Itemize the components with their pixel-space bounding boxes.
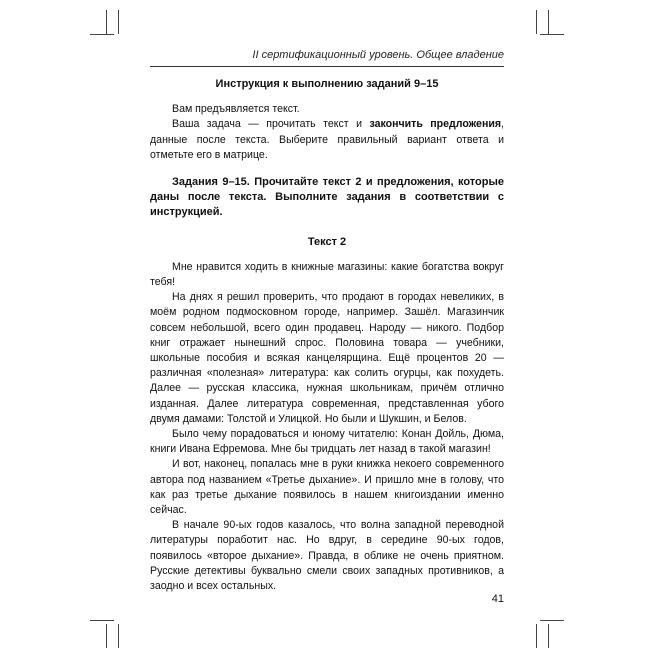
crop-mark xyxy=(536,10,537,34)
crop-mark xyxy=(536,624,537,648)
crop-mark xyxy=(90,34,114,35)
task-statement: Задания 9–15. Прочитайте текст 2 и предложения, которые даны после текста. Выполните задания в соответствии с инструкцией. xyxy=(150,176,504,219)
page-content xyxy=(150,73,504,594)
text-title: Текст 2 xyxy=(307,235,347,248)
instruction-emphasis: закончить предложения xyxy=(369,118,502,131)
instruction-title: Инструкция к выполнению заданий 9–15 xyxy=(215,78,439,90)
text-paragraph: Было чему порадоваться и юному читателю: Конан Дойль, Дюма, книги Ивана Ефремова. Мне бы тридцать лет назад в такой магазин! xyxy=(150,428,504,456)
text-paragraph: И вот, наконец, попалась мне в руки книжка некоего современного автора под названием «Третье дыхание». И пришло мне в голову, что как раз третье дыхание появилось в нашем книгоиздании именно сейчас. xyxy=(150,458,504,517)
instruction-paragraph xyxy=(150,117,504,163)
instruction-paragraph: Вам предъявляется текст. xyxy=(172,103,300,116)
header-rule xyxy=(150,66,504,67)
crop-mark xyxy=(118,624,119,648)
text-paragraph: Мне нравится ходить в книжные магазины: какие богатства вокруг тебя! xyxy=(150,260,504,289)
page-number: 41 xyxy=(491,593,504,605)
running-header: II сертификационный уровень. Общее владение xyxy=(252,49,504,61)
crop-mark xyxy=(540,620,564,621)
text-paragraph: На днях я решил проверить, что продают в городах невеликих, в моём родном подмосковном городе, например. Зашёл. Магазинчик совсем небольшой, всего один продавец. Народу — никого. Подбор книг отражает нынешний спрос. Половина товара — учебники, школьные пособия и всякая канцелярщина. Ещё процентов 20 — различная «полезная» литература: как солить огурцы, как похудеть. Далее — русская классика, нужная школьникам, причём отлично изданная. Далее литература современная, представленная убого двумя дамами: Толстой и Улицкой. Но были и Шукшин, и Белов. xyxy=(150,291,504,425)
instruction-text: Ваша задача — прочитать текст и xyxy=(172,118,370,131)
instruction-text: , данные после текста. Выберите правильный вариант ответа и отметьте его в матрице. xyxy=(150,118,504,161)
crop-mark xyxy=(118,10,119,34)
crop-mark xyxy=(548,10,549,34)
crop-mark xyxy=(106,10,107,34)
crop-mark xyxy=(540,34,564,35)
text-paragraph: В начале 90-ых годов казалось, что волна западной переводной литературы поработит нас. Но вдруг, в середине 90-ых годов, появилось «второе дыхание». Правда, в облике не очень приятном. Русские детективы буквально смели своих западных противников, а заодно и всех остальных. xyxy=(150,519,504,593)
crop-mark xyxy=(548,624,549,648)
crop-mark xyxy=(106,624,107,648)
crop-mark xyxy=(90,620,114,621)
